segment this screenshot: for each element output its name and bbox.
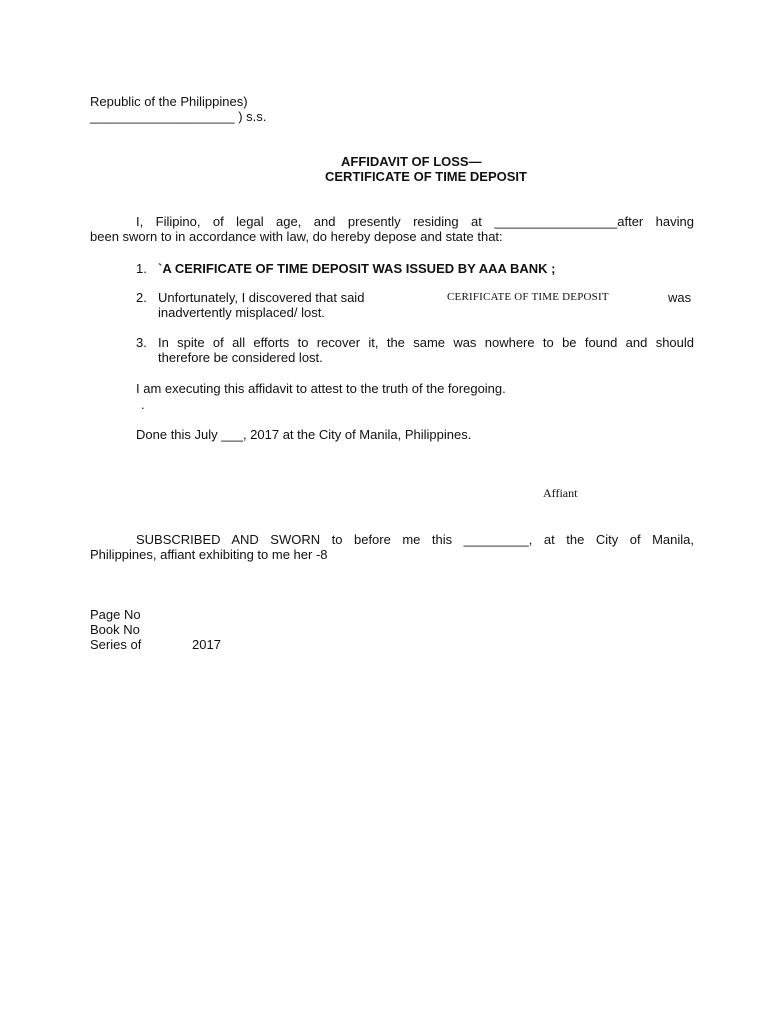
- header-jurisdiction: Republic of the Philippines): [90, 94, 248, 109]
- intro-line-2: been sworn to in accordance with law, do hereby depose and state that:: [90, 229, 503, 244]
- document-subtitle: CERTIFICATE OF TIME DEPOSIT: [325, 169, 527, 184]
- notary-series-label: Series of: [90, 637, 142, 652]
- attestation-statement: I am executing this affidavit to attest to the truth of the foregoing.: [136, 381, 506, 396]
- jurat-line-1: SUBSCRIBED AND SWORN to before me this _________, at the City of Manila,: [136, 532, 694, 547]
- header-ss-line: ____________________ ) s.s.: [90, 109, 267, 124]
- affiant-label: Affiant: [543, 486, 578, 500]
- stray-dot: .: [141, 397, 145, 412]
- document-title: AFFIDAVIT OF LOSS—: [341, 154, 482, 169]
- intro-line-1: I, Filipino, of legal age, and presently residing at _________________after having: [136, 214, 694, 229]
- item-2-text-b: was: [668, 290, 692, 305]
- item-2-text-line2: inadvertently misplaced/ lost.: [158, 305, 325, 320]
- notary-series-year: 2017: [192, 637, 221, 652]
- item-1-text: `A CERIFICATE OF TIME DEPOSIT WAS ISSUED BY AAA BANK ;: [158, 261, 556, 276]
- notary-book-no: Book No: [90, 622, 140, 637]
- notary-page-no: Page No: [90, 607, 141, 622]
- item-2-certificate-term: CERIFICATE OF TIME DEPOSIT: [447, 291, 609, 303]
- item-3-text-line1: In spite of all efforts to recover it, the same was nowhere to be found and should: [158, 335, 694, 350]
- item-number: 1.: [136, 261, 147, 276]
- jurat-line-2: Philippines, affiant exhibiting to me her -8: [90, 547, 328, 562]
- item-2-text-a: Unfortunately, I discovered that said: [158, 290, 365, 305]
- item-3-text-line2: therefore be considered lost.: [158, 350, 323, 365]
- item-number: 3.: [136, 335, 147, 350]
- execution-date-line: Done this July ___, 2017 at the City of Manila, Philippines.: [136, 427, 472, 442]
- item-number: 2.: [136, 290, 147, 305]
